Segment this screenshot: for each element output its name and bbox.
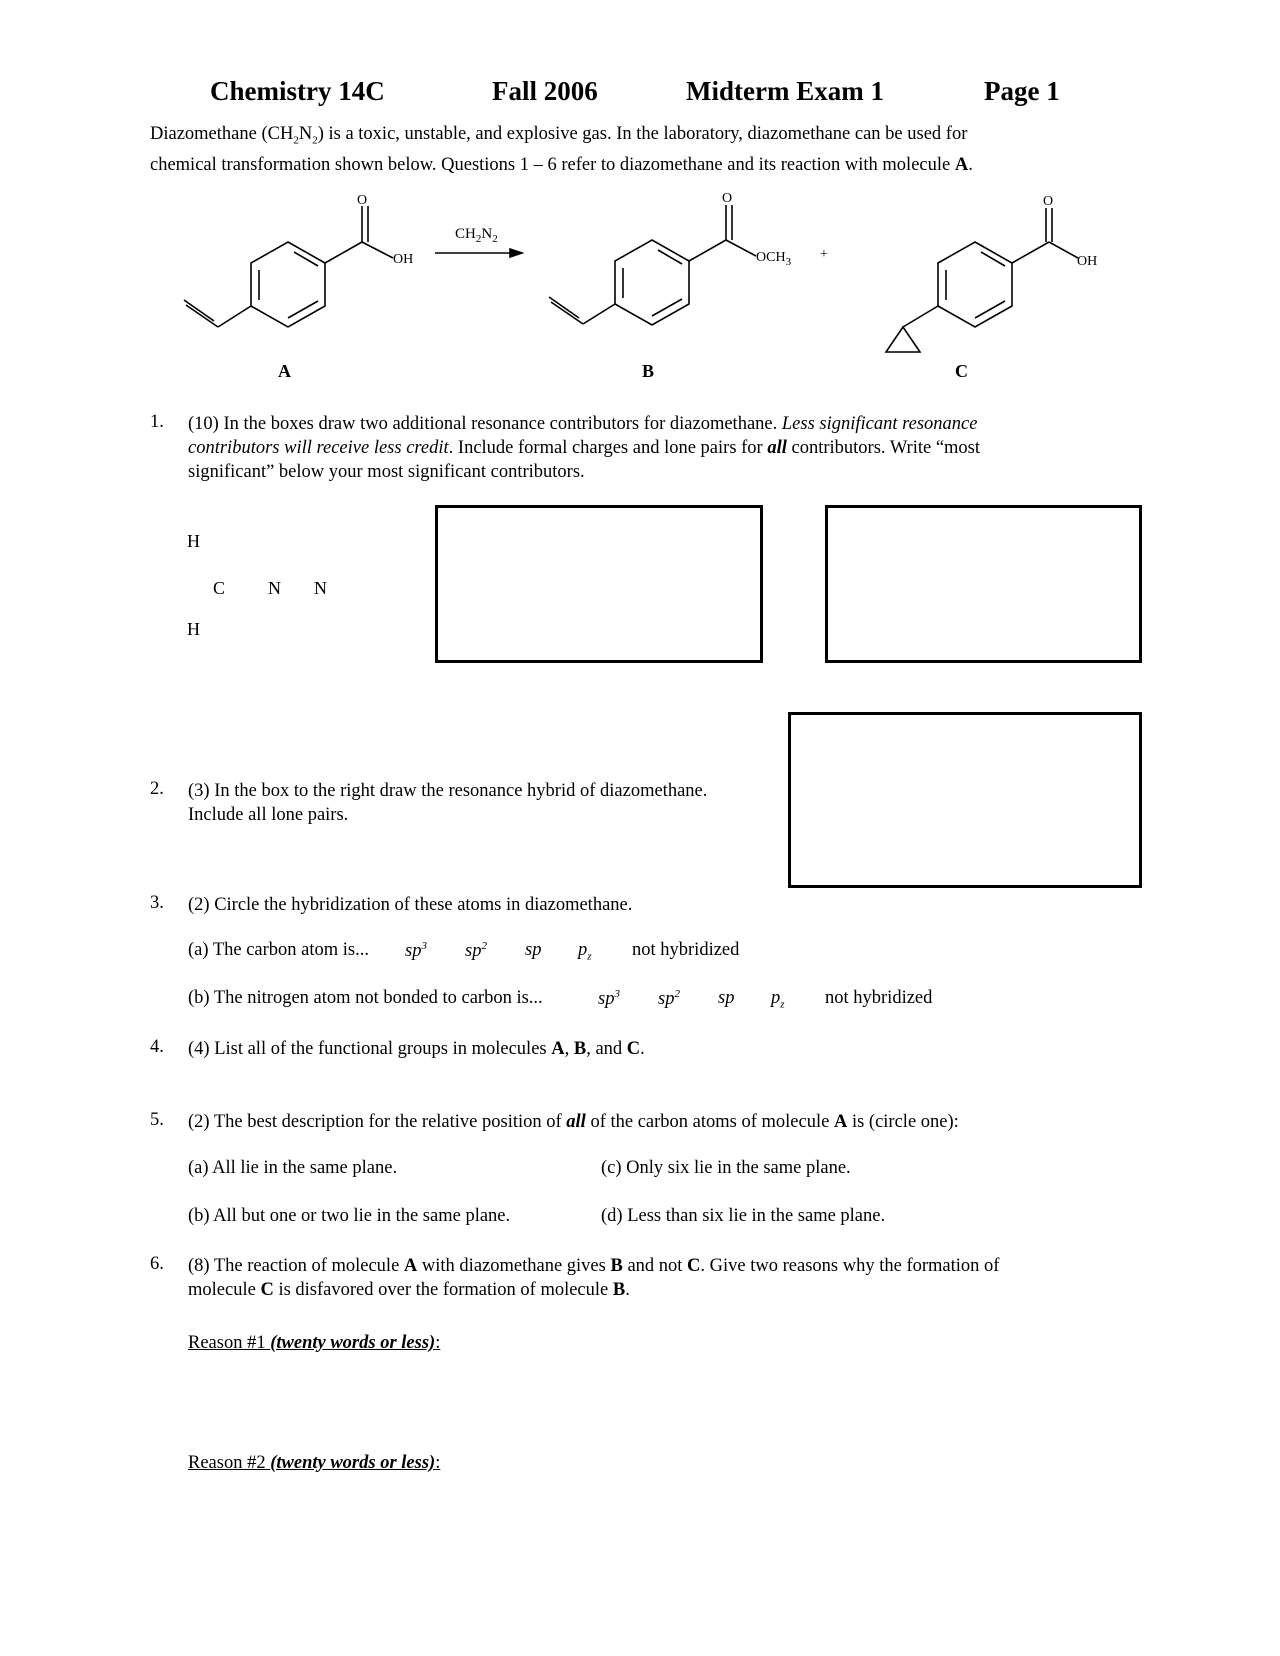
q3b-label: (b) The nitrogen atom not bonded to carbon is... xyxy=(188,988,543,1008)
carbon-atom: C xyxy=(213,578,226,598)
q2-number: 2. xyxy=(150,779,164,799)
intro-line-1: Diazomethane $(CH_2N_2)$ is a toxic, unstable, and explosive gas. In the laboratory, diazomethane can be used for xyxy=(150,124,968,147)
a-carbonyl-o: O xyxy=(357,193,368,208)
nitrogen-1: N xyxy=(268,578,281,598)
label-a: A xyxy=(278,361,291,381)
q3-number: 3. xyxy=(150,893,164,913)
label-c: C xyxy=(955,361,968,381)
q5-option-a[interactable]: (a) All lie in the same plane. xyxy=(188,1158,398,1178)
course-title: Chemistry 14C xyxy=(210,76,385,106)
a-oh: OH xyxy=(393,252,414,267)
b-carbonyl-o: O xyxy=(722,191,733,206)
c-oh: OH xyxy=(1077,254,1098,269)
molecule-a-structure xyxy=(184,206,393,327)
q3a-not-hybridized[interactable]: not hybridized xyxy=(632,940,740,960)
c-carbonyl-o: O xyxy=(1043,194,1054,209)
q6-number: 6. xyxy=(150,1254,164,1274)
q2-text: (3) In the box to the right draw the resonance hybrid of diazomethane. Include all lone pairs. xyxy=(188,781,708,825)
b-och3: $OCH_3$ xyxy=(756,250,792,268)
q3b-pz[interactable]: $p_z$ xyxy=(771,988,785,1011)
h-top: H xyxy=(187,531,200,551)
reason-2-label: Reason #2 (twenty words or less): xyxy=(188,1453,441,1473)
plus-sign: + xyxy=(820,247,828,262)
exam-title: Midterm Exam 1 xyxy=(686,76,884,106)
nitrogen-2: N xyxy=(314,578,327,598)
q5-option-b[interactable]: (b) All but one or two lie in the same plane. xyxy=(188,1206,511,1226)
molecule-c-structure xyxy=(886,208,1078,352)
q3-text: (2) Circle the hybridization of these atoms in diazomethane. xyxy=(188,895,633,915)
q3b-not-hybridized[interactable]: not hybridized xyxy=(825,988,933,1008)
q3a-sp3[interactable]: $sp^3$ xyxy=(405,940,427,962)
h-bottom: H xyxy=(187,619,200,639)
q3a-pz[interactable]: $p_z$ xyxy=(578,940,592,963)
q5-option-c[interactable]: (c) Only six lie in the same plane. xyxy=(601,1158,851,1178)
q5-option-d[interactable]: (d) Less than six lie in the same plane. xyxy=(601,1206,886,1226)
reagent-label: $CH_2N_2$ xyxy=(455,226,498,245)
intro-line-2: chemical transformation shown below. Questions 1 – 6 refer to diazomethane and its reaction with molecule A. xyxy=(150,154,973,175)
reaction-scheme xyxy=(0,0,1280,400)
reason-1-label: Reason #1 (twenty words or less): xyxy=(188,1333,441,1353)
reason-2-answer-area[interactable] xyxy=(188,1482,1128,1562)
q3b-sp[interactable]: sp xyxy=(718,988,735,1008)
q3a-sp[interactable]: sp xyxy=(525,940,542,960)
q4-text: (4) List all of the functional groups in molecules A, B, and C. xyxy=(188,1039,645,1059)
molecule-b-structure xyxy=(549,205,756,325)
answer-box-resonance-2[interactable] xyxy=(825,505,1142,663)
reason-1-answer-area[interactable] xyxy=(188,1362,1128,1442)
term: Fall 2006 xyxy=(492,76,598,106)
q1-number: 1. xyxy=(150,412,164,432)
q5-number: 5. xyxy=(150,1110,164,1130)
page-number: Page 1 xyxy=(984,76,1060,106)
q3b-sp3[interactable]: $sp^3$ xyxy=(598,988,620,1010)
label-b: B xyxy=(642,361,655,381)
answer-box-hybrid[interactable] xyxy=(788,712,1142,888)
q3a-label: (a) The carbon atom is... xyxy=(188,940,369,960)
q5-text: (2) The best description for the relative position of all of the carbon atoms of molecule A is (circle one): xyxy=(188,1112,959,1132)
answer-box-resonance-1[interactable] xyxy=(435,505,763,663)
intro-paragraph xyxy=(150,122,1150,177)
q3a-sp2[interactable]: $sp^2$ xyxy=(465,940,487,962)
q4-number: 4. xyxy=(150,1037,164,1057)
q6-text: (8) The reaction of molecule A with diazomethane gives B and not C. Give two reasons why the formation of molecule C is disfavored over the formation of molecule B. xyxy=(188,1256,1000,1300)
q1-text: (10) In the boxes draw two additional resonance contributors for diazomethane. Less significant resonance contributors will receive less credit. Include formal charges and lone pairs for all contributors. Write “most significant” below your most significant contributors. xyxy=(188,414,981,482)
q3b-sp2[interactable]: $sp^2$ xyxy=(658,988,680,1010)
